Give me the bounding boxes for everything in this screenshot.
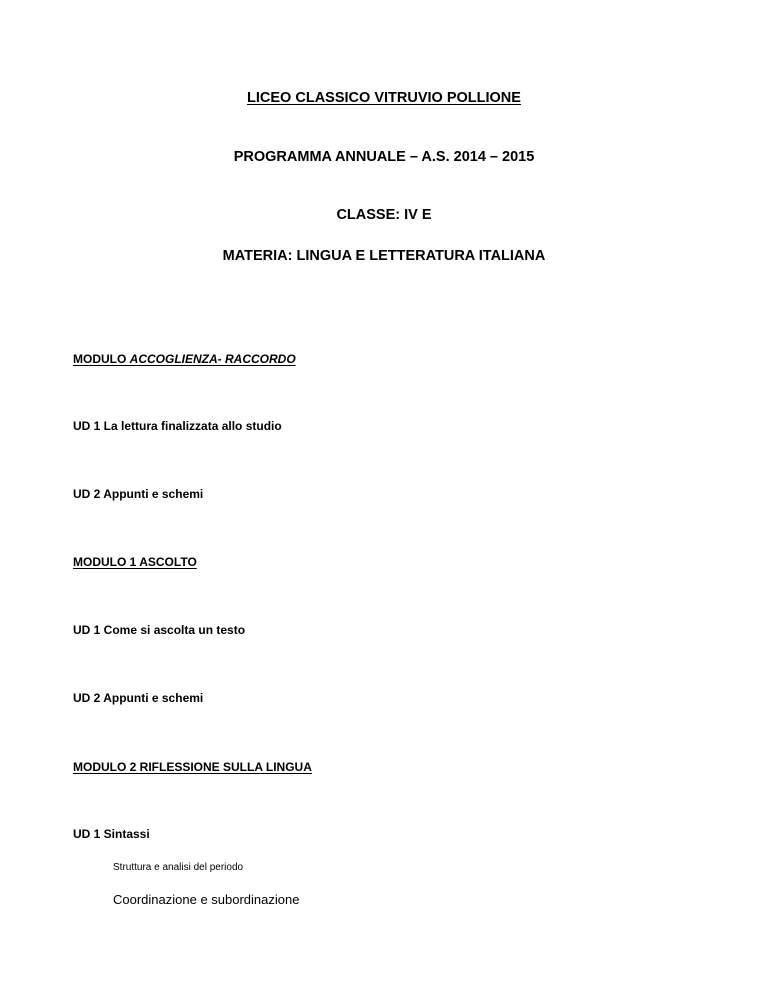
unit-riflessione-1: UD 1 Sintassi — [73, 827, 150, 841]
unit-ascolto-1: UD 1 Come si ascolta un testo — [73, 623, 246, 637]
module-ascolto-heading: MODULO 1 ASCOLTO — [73, 555, 197, 569]
unit-ascolto-2: UD 2 Appunti e schemi — [73, 691, 204, 705]
school-title: LICEO CLASSICO VITRUVIO POLLIONE — [247, 90, 521, 106]
module-riflessione-heading: MODULO 2 RIFLESSIONE SULLA LINGUA — [73, 760, 312, 774]
module-accoglienza-name: ACCOGLIENZA- RACCORDO — [129, 352, 296, 366]
module-accoglienza-heading — [73, 352, 296, 367]
topic-struttura: Struttura e analisi del periodo — [113, 862, 244, 873]
class-label: CLASSE: IV E — [336, 207, 432, 223]
program-title: PROGRAMMA ANNUALE – A.S. 2014 – 2015 — [233, 149, 535, 165]
unit-accoglienza-2: UD 2 Appunti e schemi — [73, 487, 204, 501]
unit-accoglienza-1: UD 1 La lettura finalizzata allo studio — [73, 419, 282, 433]
subject-label: MATERIA: LINGUA E LETTERATURA ITALIANA — [222, 248, 546, 264]
module-accoglienza-prefix: MODULO — [73, 352, 130, 366]
topic-coordinazione: Coordinazione e subordinazione — [113, 892, 300, 907]
